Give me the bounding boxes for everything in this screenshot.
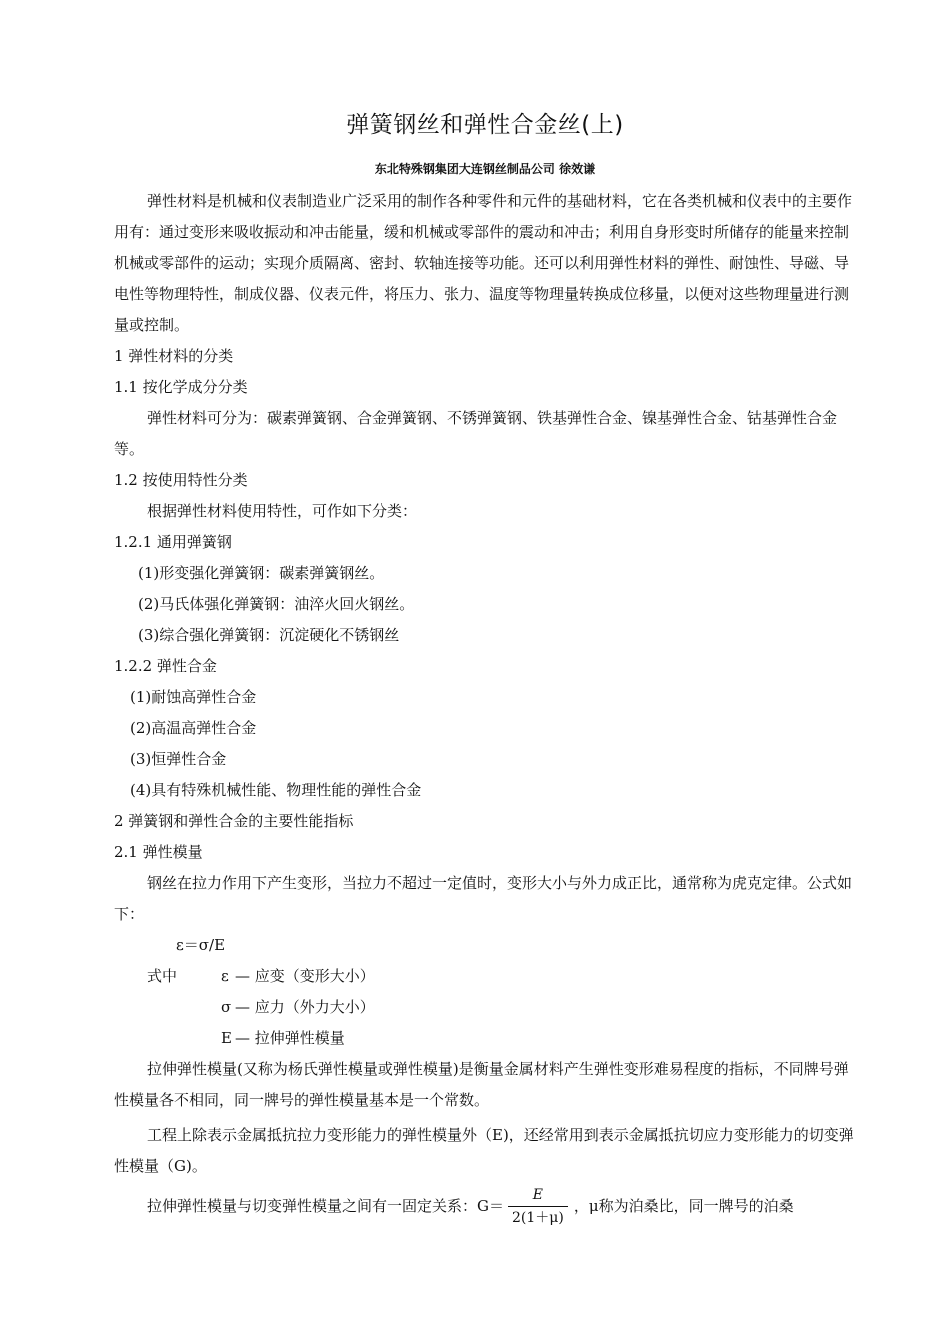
hooke-formula: ε＝σ/E: [176, 936, 226, 954]
document-body: [114, 186, 856, 1228]
list-item: (1)形变强化弹簧钢：碳素弹簧钢丝。: [138, 564, 385, 582]
list-item: (2)高温高弹性合金: [130, 719, 257, 737]
section-heading-1-2-2: 1.2.2 弹性合金: [114, 657, 217, 675]
symbol-definition-row: [114, 961, 856, 992]
symbol-description: — 应变（变形大小）: [235, 967, 375, 985]
section-heading-1: 1 弹性材料的分类: [114, 347, 234, 365]
section-heading-1-2: 1.2 按使用特性分类: [114, 471, 248, 489]
section-heading-2: 2 弹簧钢和弹性合金的主要性能指标: [114, 812, 354, 830]
fraction-denominator: 2(1＋μ): [508, 1206, 568, 1227]
list-item: (2)马氏体强化弹簧钢：油淬火回火钢丝。: [138, 595, 415, 613]
symbol-description: — 应力（外力大小）: [235, 998, 375, 1016]
hooke-law-paragraph: 钢丝在拉力作用下产生变形，当拉力不超过一定值时，变形大小与外力成正比，通常称为虎克定律。公式如下：: [114, 874, 853, 923]
section-heading-1-1: 1.1 按化学成分分类: [114, 378, 248, 396]
section-heading-1-2-1: 1.2.1 通用弹簧钢: [114, 533, 232, 551]
section-heading-2-1: 2.1 弹性模量: [114, 843, 203, 861]
list-item: (3)恒弹性合金: [130, 750, 227, 768]
shear-modulus-paragraph: 工程上除表示金属抵抗拉力变形能力的弹性模量外（E)，还经常用到表示金属抵抗切应力变形能力的切变弹性模量（G)。: [114, 1126, 854, 1175]
document-title: 弹簧钢丝和弹性合金丝(上): [346, 112, 624, 138]
elastic-modulus-paragraph: 拉伸弹性模量(又称为杨氏弹性模量或弹性模量)是衡量金属材料产生弹性变形难易程度的指标，不同牌号弹性模量各不相同，同一牌号的弹性模量基本是一个常数。: [114, 1060, 849, 1109]
symbol-description: — 拉伸弹性模量: [235, 1029, 345, 1047]
symbol-definition-row: [114, 992, 856, 1023]
list-item: (1)耐蚀高弹性合金: [130, 688, 257, 706]
usage-classification-paragraph: 根据弹性材料使用特性，可作如下分类：: [147, 502, 418, 520]
symbol: σ: [221, 998, 232, 1016]
relation-lead-text: 拉伸弹性模量与切变弹性模量之间有一固定关系：G＝: [147, 1196, 504, 1215]
fraction-numerator: E: [532, 1186, 544, 1203]
relation-fraction: [508, 1186, 568, 1227]
relation-tail-text: ，μ称为泊桑比，同一牌号的泊桑: [573, 1196, 794, 1215]
author-line: 东北特殊钢集团大连钢丝制品公司 徐效谦: [374, 162, 596, 176]
symbol: ε: [221, 967, 229, 985]
intro-paragraph: 弹性材料是机械和仪表制造业广泛采用的制作各种零件和元件的基础材料，它在各类机械和仪表中的主要作用有：通过变形来吸收振动和冲击能量，缓和机械或零部件的震动和冲击；利用自身形变时所储存的能量来控制机械或零部件的运动；实现介质隔离、密封、软轴连接等功能。还可以利用弹性材料的弹性、耐蚀性、导磁、导电性等物理特性，制成仪器、仪表元件，将压力、张力、温度等物理量转换成位移量，以便对这些物理量进行测量或控制。: [114, 192, 853, 334]
list-item: (3)综合强化弹簧钢：沉淀硬化不锈钢丝: [138, 626, 400, 644]
where-label: 式中: [147, 967, 178, 985]
symbol: E: [221, 1029, 232, 1047]
list-item: (4)具有特殊机械性能、物理性能的弹性合金: [130, 781, 422, 799]
chemical-classification-paragraph: 弹性材料可分为：碳素弹簧钢、合金弹簧钢、不锈弹簧钢、铁基弹性合金、镍基弹性合金、钴基弹性合金等。: [114, 409, 838, 458]
symbol-definition-row: [114, 1023, 856, 1054]
modulus-relation-paragraph: [114, 1184, 856, 1228]
